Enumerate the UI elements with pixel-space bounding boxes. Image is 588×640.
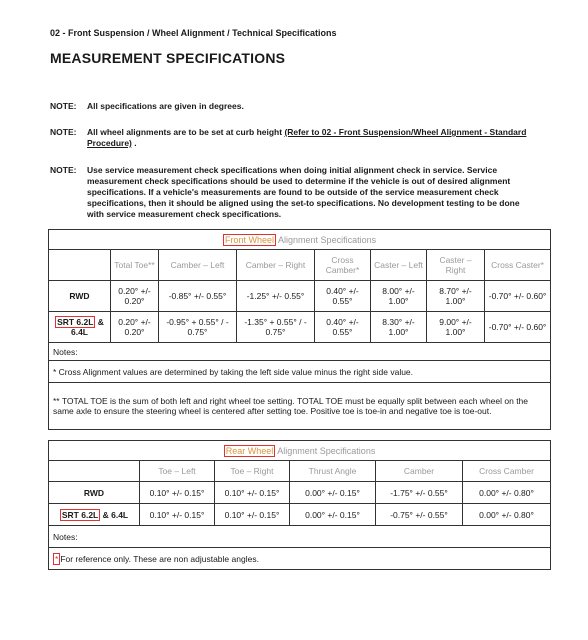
cell-thrust-angle: 0.00° +/- 0.15° [290,482,376,504]
rear-wheel-alignment-table [48,440,551,570]
header-camber-left: Camber – Left [159,250,237,281]
caption-rest: Alignment Specifications [276,234,377,245]
cell-camber: -1.75° +/- 0.55° [376,482,463,504]
table-row [49,504,551,526]
table-row [49,312,551,343]
note-text-before: All wheel alignments are to be set at curb height [87,127,285,137]
caption-rest: Alignment Specifications [275,445,376,456]
cell-cross-caster: -0.70° +/- 0.60° [485,281,551,312]
note-degrees [50,101,527,112]
cell-camber-left: -0.95° + 0.55° / - 0.75° [159,312,237,343]
standard-procedure-link[interactable]: (Refer to 02 - Front Suspension/Wheel Alignment - Standard Procedure) [87,127,527,148]
note-text [87,127,527,149]
cell-caster-right: 9.00° +/- 1.00° [427,312,485,343]
cell-toe-left: 0.10° +/- 0.15° [140,504,215,526]
rear-wheel-highlight: Rear Wheel [225,445,274,456]
header-caster-right: Caster – Right [427,250,485,281]
header-thrust-angle: Thrust Angle [290,461,376,482]
footnote-total-toe: ** TOTAL TOE is the sum of both left and right wheel toe setting. TOTAL TOE must be equally split between each wheel on the same axle to ensure the steering wheel is centered after setting toe. Positive toe is toe-in and negative toe is toe-out. [49,383,551,430]
front-wheel-highlight: Front Wheel [225,234,275,245]
header-toe-left: Toe – Left [140,461,215,482]
notes-label: Notes: [49,526,551,548]
footnote-reference-only [49,548,551,570]
note-service-check [50,165,527,220]
header-cross-caster: Cross Caster* [485,250,551,281]
front-wheel-alignment-table [48,229,551,430]
header-empty [49,250,111,281]
header-cross-camber: Cross Camber [463,461,551,482]
header-empty [49,461,140,482]
footnote-text: For reference only. These are non adjustable angles. [60,553,259,564]
cell-total-toe: 0.20° +/- 0.20° [111,281,159,312]
row-label-rest: & 6.4L [100,509,129,520]
row-label: RWD [49,482,140,504]
page-title: MEASUREMENT SPECIFICATIONS [50,50,286,66]
header-camber: Camber [376,461,463,482]
star-marker: * [55,553,59,564]
breadcrumb: 02 - Front Suspension / Wheel Alignment / Technical Specifications [50,28,337,38]
row-label [49,504,140,526]
cell-cross-camber: 0.00° +/- 0.80° [463,504,551,526]
row-label-rest: & 6.4L [70,317,104,337]
note-text-after: . [131,138,137,148]
header-cross-camber: Cross Camber* [315,250,371,281]
cell-cross-camber: 0.00° +/- 0.80° [463,482,551,504]
note-label: NOTE: [50,127,77,137]
cell-thrust-angle: 0.00° +/- 0.15° [290,504,376,526]
note-label: NOTE: [50,165,77,175]
cell-cross-camber: 0.40° +/- 0.55° [315,281,371,312]
table-row [49,482,551,504]
table-row [49,281,551,312]
header-toe-right: Toe – Right [215,461,290,482]
row-label: RWD [49,281,111,312]
header-total-toe: Total Toe** [111,250,159,281]
note-text: All specifications are given in degrees. [87,101,244,111]
cell-camber-left: -0.85° +/- 0.55° [159,281,237,312]
cell-total-toe: 0.20° +/- 0.20° [111,312,159,343]
cell-cross-caster: -0.70° +/- 0.60° [485,312,551,343]
header-camber-right: Camber – Right [237,250,315,281]
cell-cross-camber: 0.40° +/- 0.55° [315,312,371,343]
note-label: NOTE: [50,101,77,111]
footnote-cross-alignment: * Cross Alignment values are determined by taking the left side value minus the right side value. [49,361,551,383]
header-caster-left: Caster – Left [371,250,427,281]
cell-caster-left: 8.30° +/- 1.00° [371,312,427,343]
front-table-caption [49,230,551,250]
rear-table-caption [49,441,551,461]
cell-camber-right: -1.25° +/- 0.55° [237,281,315,312]
cell-toe-right: 0.10° +/- 0.15° [215,482,290,504]
notes-label: Notes: [49,343,551,361]
note-curb-height [50,127,527,149]
srt-highlight: SRT 6.2L [57,317,94,327]
cell-caster-right: 8.70° +/- 1.00° [427,281,485,312]
cell-caster-left: 8.00° +/- 1.00° [371,281,427,312]
row-label [49,312,111,343]
cell-camber: -0.75° +/- 0.55° [376,504,463,526]
cell-camber-right: -1.35° + 0.55° / - 0.75° [237,312,315,343]
cell-toe-right: 0.10° +/- 0.15° [215,504,290,526]
cell-toe-left: 0.10° +/- 0.15° [140,482,215,504]
note-text: Use service measurement check specifications when doing initial alignment check in service. Service measurement check specifications should be used to determine if the vehicle is out of desired alignment specifications. If a vehicle's measurements are found to be outside of the service measurement check specifications, then it should be aligned using the set-to specifications. No development testing to be done with service measurement check specifications. [87,165,520,219]
srt-highlight: SRT 6.2L [61,509,99,520]
